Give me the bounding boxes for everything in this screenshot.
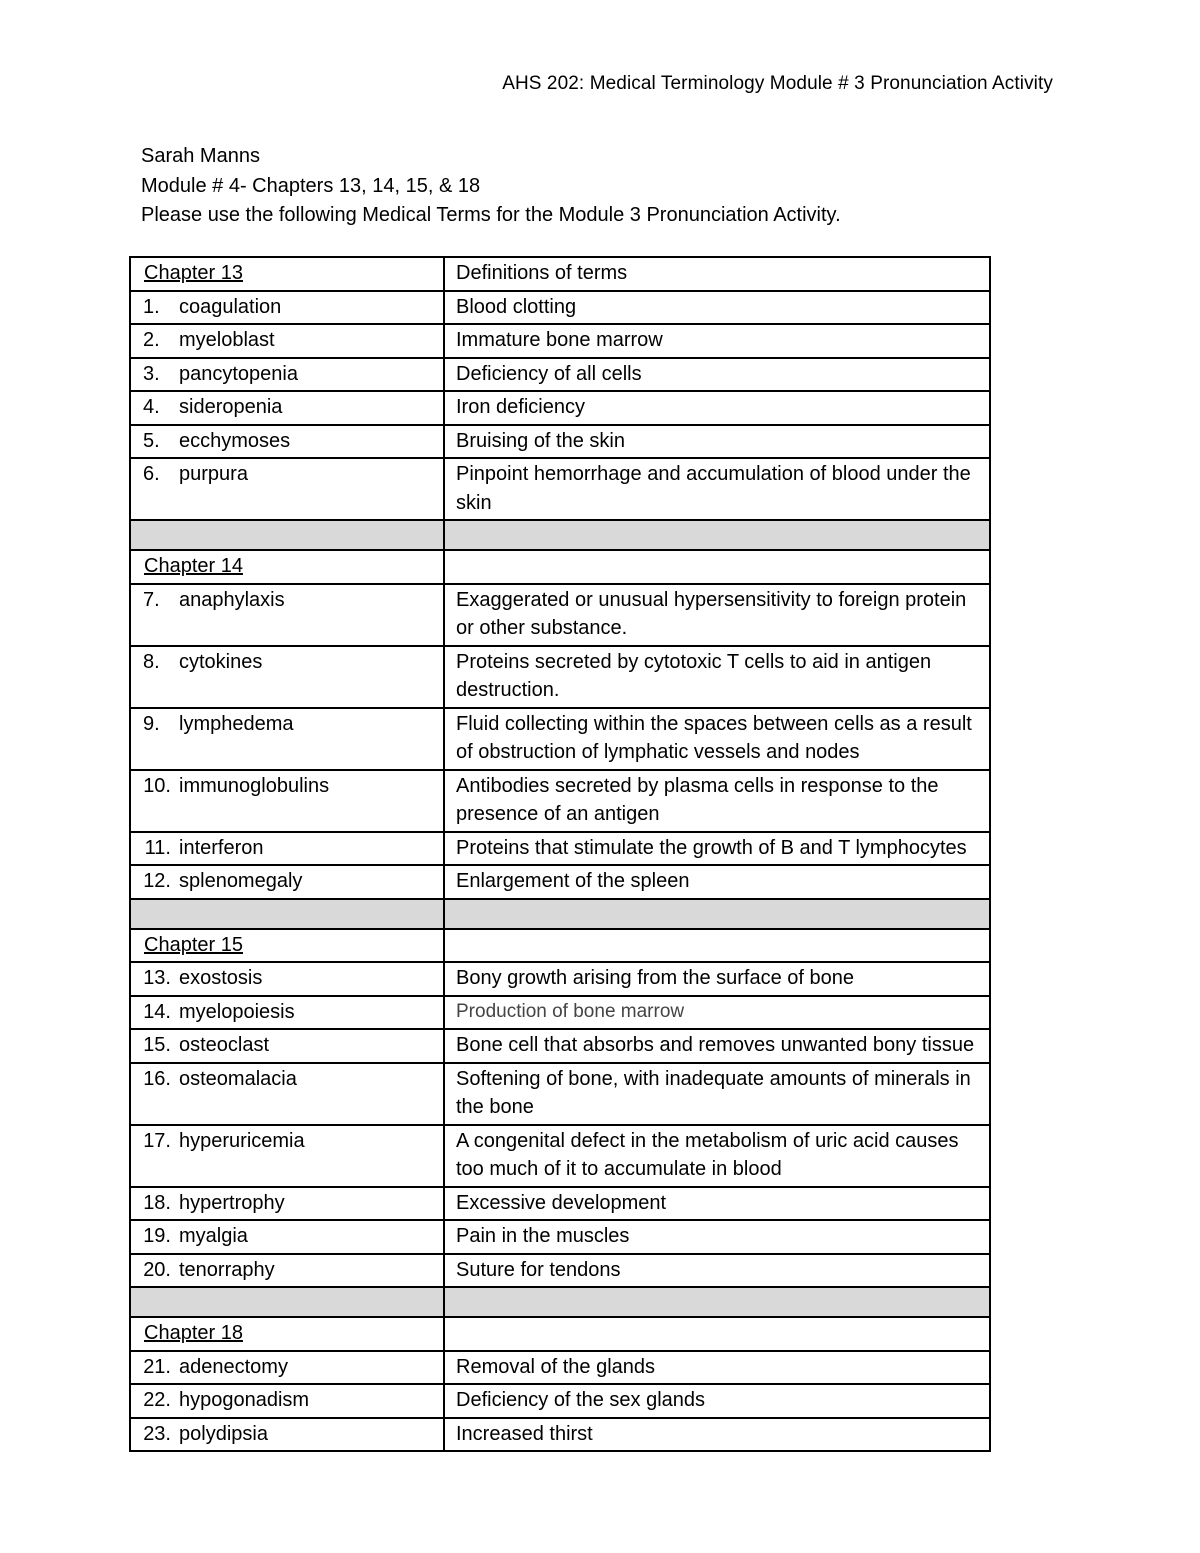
term-number: 23. [143, 1422, 171, 1445]
table-row [130, 358, 990, 392]
chapter-title-cell [130, 929, 444, 963]
term-word: hypertrophy [179, 1191, 285, 1214]
term-number: 13. [143, 967, 171, 989]
definition-cell: Bruising of the skin [444, 425, 990, 459]
term-word: lymphedema [179, 712, 294, 735]
table-row [130, 1254, 990, 1288]
term-cell [130, 832, 444, 866]
term-word: tenorraphy [179, 1258, 275, 1281]
spacer-cell [130, 1287, 444, 1317]
term-number: 5. [143, 429, 160, 452]
term-cell [130, 1418, 444, 1452]
term-number: 22. [143, 1389, 171, 1411]
definition-cell: A congenital defect in the metabolism of uric acid causes too much of it to accumulate in blood [444, 1125, 990, 1187]
table-row [130, 324, 990, 358]
table-row [130, 425, 990, 459]
definition-cell: Production of bone marrow [444, 996, 990, 1030]
table-row [130, 708, 990, 770]
definition-cell: Suture for tendons [444, 1254, 990, 1288]
chapter-title: Chapter 18 [144, 1322, 243, 1344]
spacer-cell [130, 899, 444, 929]
term-cell [130, 458, 444, 520]
chapter-header-row [130, 550, 990, 584]
definition-cell: Fluid collecting within the spaces between cells as a result of obstruction of lymphatic vessels and nodes [444, 708, 990, 770]
term-number: 4. [143, 396, 160, 418]
table-row [130, 391, 990, 425]
term-word: myelopoiesis [179, 1000, 295, 1023]
term-word: adenectomy [179, 1355, 288, 1378]
term-cell [130, 291, 444, 325]
term-number: 6. [143, 463, 160, 485]
table-row [130, 584, 990, 646]
definition-cell: Removal of the glands [444, 1351, 990, 1385]
term-word: polydipsia [179, 1422, 268, 1445]
term-cell [130, 1125, 444, 1187]
table-row [130, 1187, 990, 1221]
term-cell [130, 1351, 444, 1385]
term-cell [130, 1384, 444, 1418]
spacer-cell [444, 1287, 990, 1317]
table-row [130, 1351, 990, 1385]
term-cell [130, 1063, 444, 1125]
term-word: coagulation [179, 295, 282, 318]
term-word: interferon [179, 836, 264, 859]
table-row [130, 458, 990, 520]
student-name: Sarah Manns [141, 145, 260, 167]
spacer-cell [130, 520, 444, 550]
term-number: 9. [143, 712, 160, 735]
definition-cell: Enlargement of the spleen [444, 865, 990, 899]
term-number: 8. [143, 650, 160, 673]
chapter-definition-header: Definitions of terms [444, 257, 990, 291]
definition-cell: Increased thirst [444, 1418, 990, 1452]
term-cell [130, 1220, 444, 1254]
term-cell [130, 358, 444, 392]
term-number: 20. [143, 1258, 171, 1281]
term-word: hyperuricemia [179, 1129, 305, 1152]
chapter-title-cell [130, 550, 444, 584]
module-line: Module # 4- Chapters 13, 14, 15, & 18 [141, 174, 481, 197]
definition-cell: Bony growth arising from the surface of bone [444, 962, 990, 996]
table-row [130, 770, 990, 832]
chapter-header-row [130, 257, 990, 291]
chapter-title-cell [130, 257, 444, 291]
table-row [130, 1063, 990, 1125]
definition-cell: Proteins secreted by cytotoxic T cells to aid in antigen destruction. [444, 646, 990, 708]
term-word: hypogonadism [179, 1389, 310, 1411]
term-cell [130, 425, 444, 459]
spacer-cell [444, 899, 990, 929]
term-number: 7. [143, 588, 160, 611]
term-word: splenomegaly [179, 870, 303, 892]
term-number: 16. [143, 1067, 171, 1090]
term-number: 21. [143, 1355, 171, 1378]
definition-cell: Immature bone marrow [444, 324, 990, 358]
table-row [130, 832, 990, 866]
definition-cell: Excessive development [444, 1187, 990, 1221]
table-row [130, 996, 990, 1030]
term-number: 14. [143, 1000, 171, 1023]
term-number: 17. [143, 1129, 171, 1152]
instructions-line: Please use the following Medical Terms for the Module 3 Pronunciation Activity. [141, 204, 841, 226]
term-word: myalgia [179, 1225, 248, 1247]
term-word: cytokines [179, 650, 263, 673]
chapter-definition-header [444, 1317, 990, 1351]
term-word: pancytopenia [179, 362, 298, 385]
term-cell [130, 865, 444, 899]
term-cell [130, 708, 444, 770]
definition-cell: Pinpoint hemorrhage and accumulation of blood under the skin [444, 458, 990, 520]
term-number: 1. [143, 295, 160, 318]
table-row [130, 291, 990, 325]
term-word: purpura [179, 463, 248, 485]
term-word: osteomalacia [179, 1067, 297, 1090]
table-row [130, 1220, 990, 1254]
definition-cell: Proteins that stimulate the growth of B and T lymphocytes [444, 832, 990, 866]
definition-cell: Iron deficiency [444, 391, 990, 425]
term-cell [130, 1187, 444, 1221]
definition-cell: Bone cell that absorbs and removes unwanted bony tissue [444, 1029, 990, 1063]
terms-table [129, 256, 991, 1452]
term-word: anaphylaxis [179, 588, 285, 611]
term-number: 3. [143, 362, 160, 385]
term-word: osteoclast [179, 1034, 270, 1056]
table-row [130, 1029, 990, 1063]
chapter-title: Chapter 15 [144, 933, 243, 956]
term-cell [130, 770, 444, 832]
term-number: 15. [143, 1034, 171, 1056]
term-word: exostosis [179, 967, 263, 989]
chapter-definition-header [444, 929, 990, 963]
term-number: 12. [143, 870, 171, 892]
term-number: 2. [143, 329, 160, 351]
term-cell [130, 646, 444, 708]
definition-cell: Pain in the muscles [444, 1220, 990, 1254]
term-number: 11. [144, 836, 171, 859]
term-cell [130, 1029, 444, 1063]
spacer-row [130, 899, 990, 929]
definition-cell: Exaggerated or unusual hypersensitivity to foreign protein or other substance. [444, 584, 990, 646]
table-row [130, 646, 990, 708]
table-row [130, 962, 990, 996]
term-word: immunoglobulins [179, 774, 330, 797]
term-cell [130, 391, 444, 425]
term-cell [130, 996, 444, 1030]
term-cell [130, 324, 444, 358]
term-number: 18. [143, 1191, 171, 1214]
chapter-definition-header [444, 550, 990, 584]
chapter-title: Chapter 13 [144, 262, 243, 284]
term-word: myeloblast [179, 329, 275, 351]
term-cell [130, 1254, 444, 1288]
table-row [130, 865, 990, 899]
term-cell [130, 584, 444, 646]
terms-table-body [130, 257, 990, 1451]
definition-cell: Blood clotting [444, 291, 990, 325]
term-word: sideropenia [179, 396, 283, 418]
term-cell [130, 962, 444, 996]
definition-cell: Softening of bone, with inadequate amounts of minerals in the bone [444, 1063, 990, 1125]
intro-block [141, 142, 841, 231]
page-header: AHS 202: Medical Terminology Module # 3 Pronunciation Activity [502, 73, 1053, 94]
table-row [130, 1125, 990, 1187]
definition-cell: Deficiency of the sex glands [444, 1384, 990, 1418]
term-number: 10. [143, 774, 171, 797]
chapter-title-cell [130, 1317, 444, 1351]
spacer-row [130, 1287, 990, 1317]
spacer-cell [444, 520, 990, 550]
table-row [130, 1418, 990, 1452]
table-row [130, 1384, 990, 1418]
definition-cell: Deficiency of all cells [444, 358, 990, 392]
chapter-title: Chapter 14 [144, 555, 243, 577]
term-word: ecchymoses [179, 429, 291, 452]
chapter-header-row [130, 929, 990, 963]
spacer-row [130, 520, 990, 550]
term-number: 19. [143, 1225, 171, 1247]
definition-cell: Antibodies secreted by plasma cells in response to the presence of an antigen [444, 770, 990, 832]
chapter-header-row [130, 1317, 990, 1351]
